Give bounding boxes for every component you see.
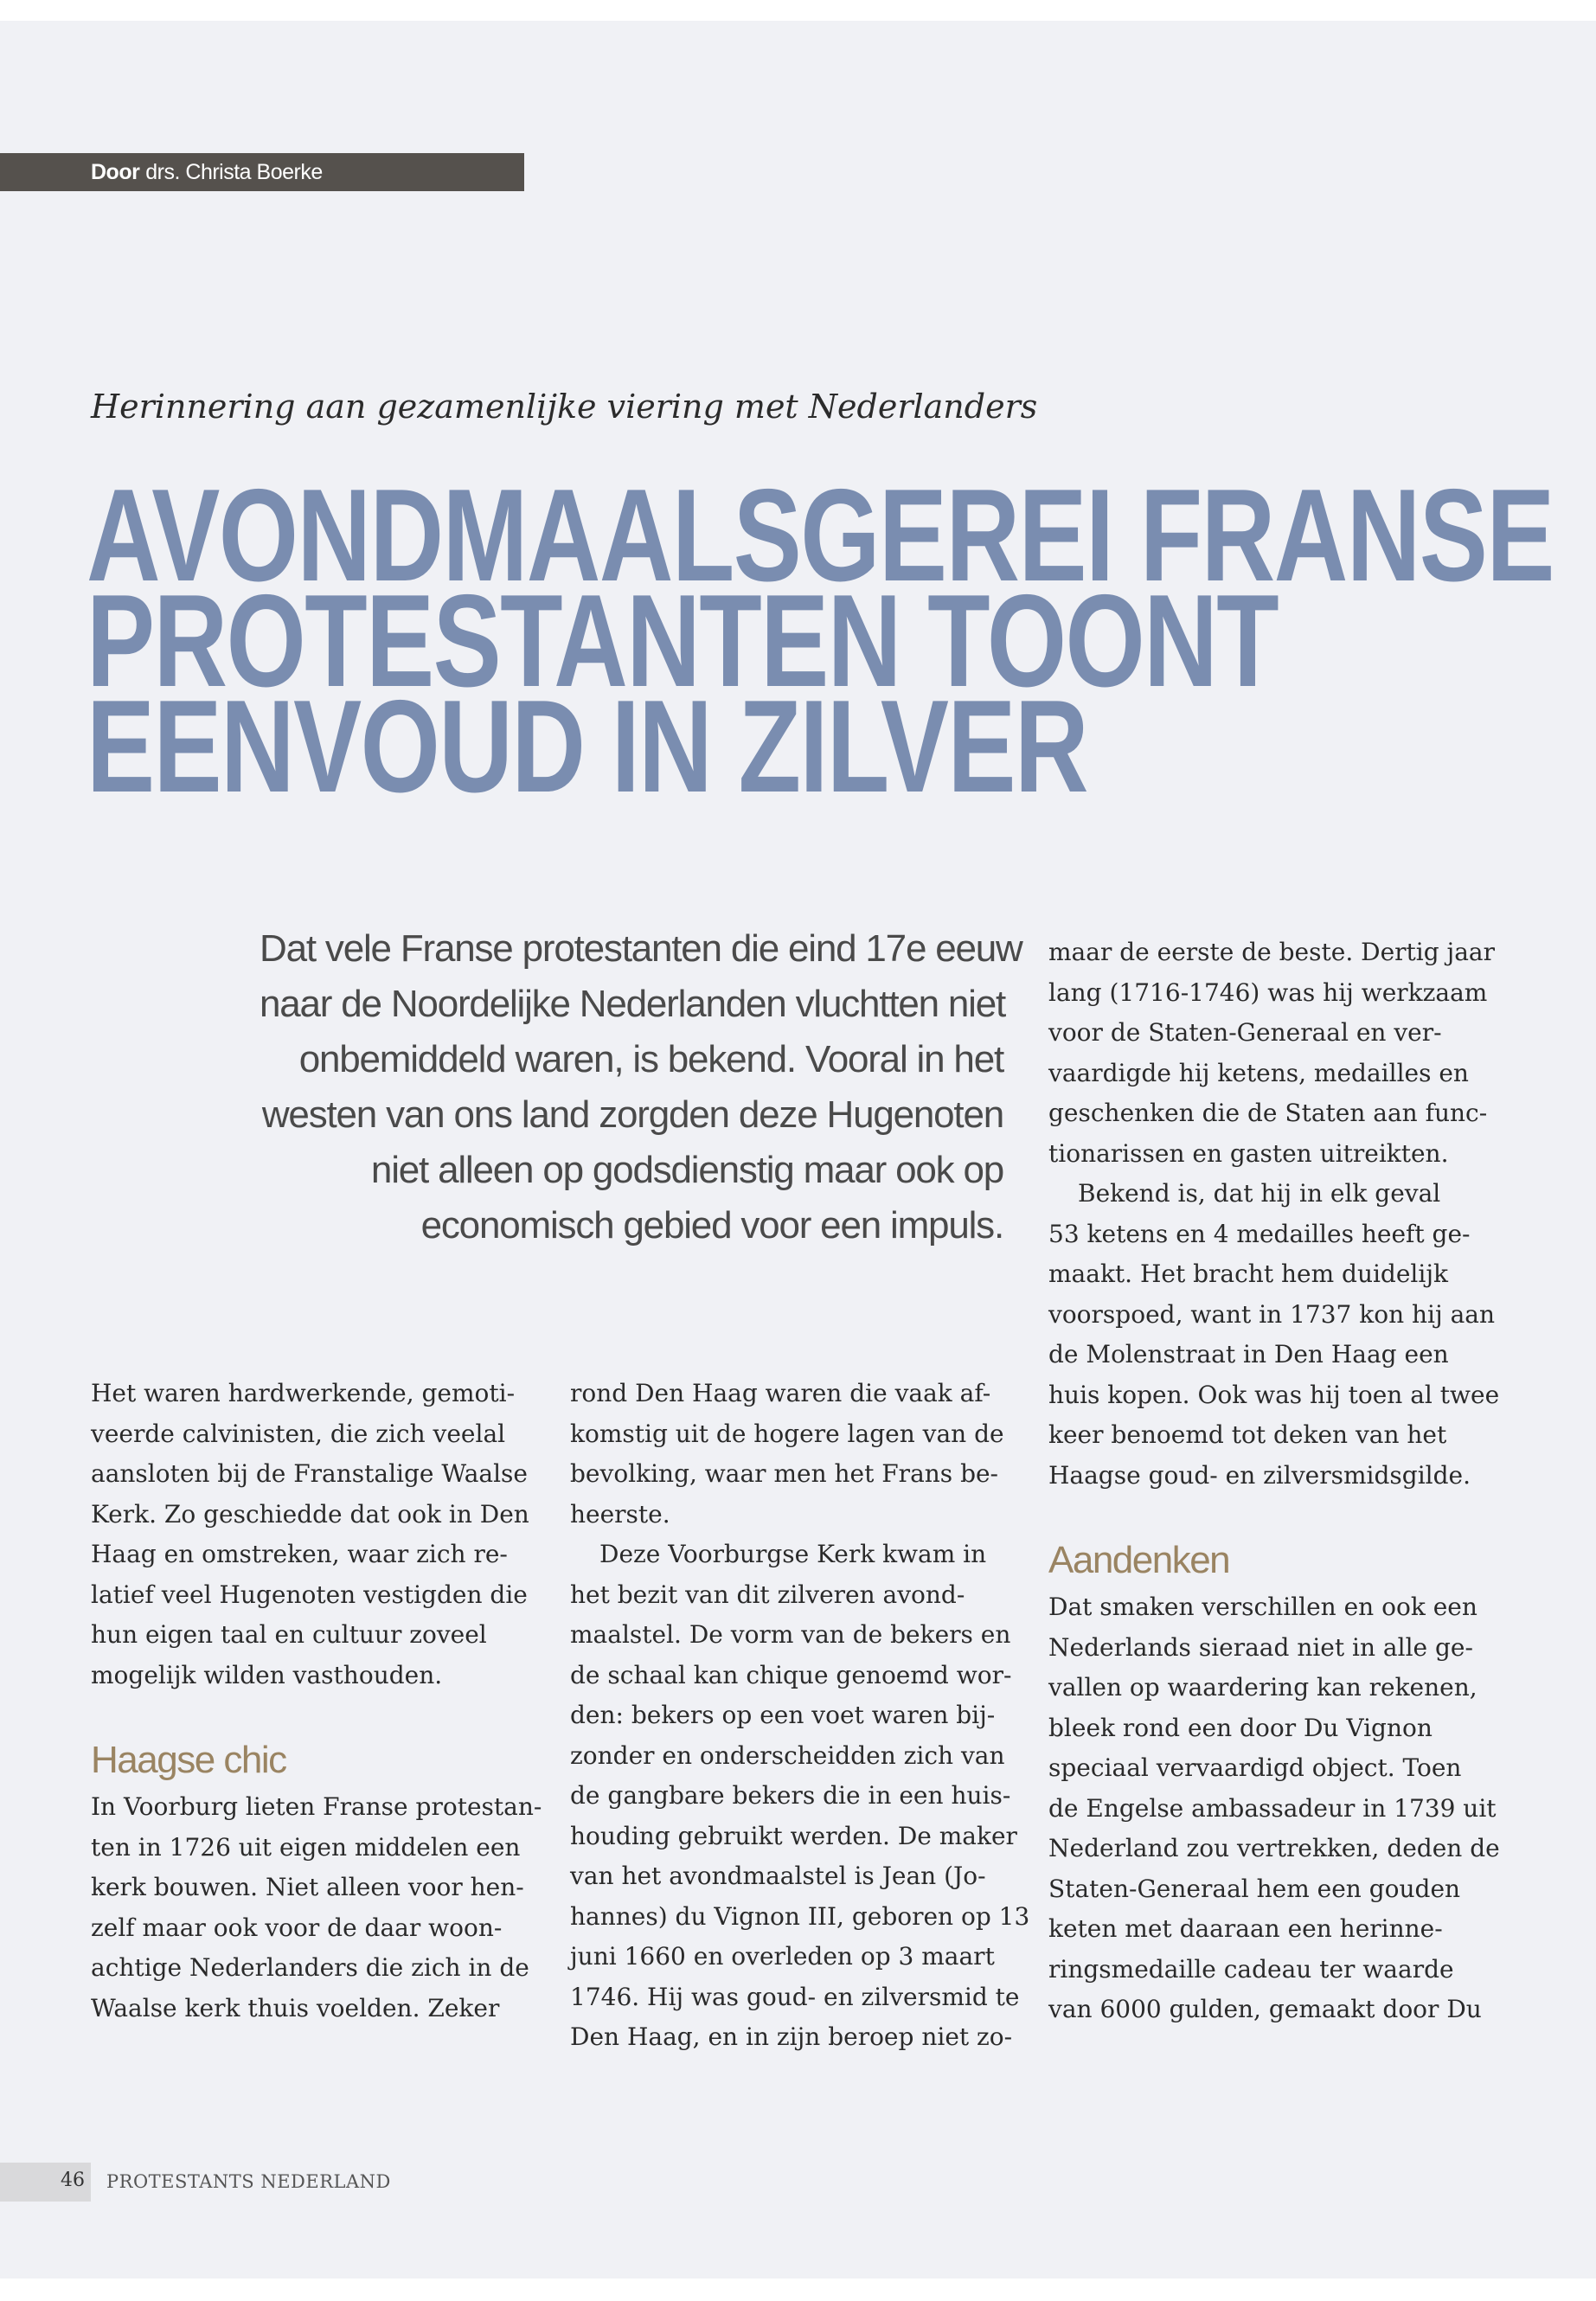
headline-line: PROTESTANTEN TOONT: [87, 567, 1279, 715]
headline: [87, 462, 1557, 820]
byline: [0, 153, 524, 191]
body-line: zelf maar ook voor de daar woon-: [91, 1913, 503, 1942]
body-line: geschenken die de Staten aan func-: [1048, 1099, 1488, 1127]
body-line: van 6000 gulden, gemaakt door Du: [1048, 1995, 1482, 2023]
publication-name: PROTESTANTS NEDERLAND: [106, 2171, 391, 2192]
body-column-3: [1048, 933, 1500, 2030]
body-line: ten in 1726 uit eigen middelen een: [91, 1832, 521, 1862]
body-line: mogelijk wilden vasthouden.: [91, 1660, 443, 1689]
body-line: hannes) du Vignon III, geboren op 13: [570, 1901, 1030, 1931]
body-line: Nederland zou vertrekken, deden de: [1048, 1834, 1500, 1862]
headline-line: EENVOUD IN ZILVER: [87, 673, 1087, 820]
body-line: maalstel. De vorm van de bekers en: [570, 1620, 1011, 1649]
body-line: achtige Nederlanders die zich in de: [91, 1953, 529, 1982]
body-line: tionarissen en gasten uitreikten.: [1048, 1138, 1449, 1168]
body-line: de gangbare bekers die in een huis-: [570, 1781, 1011, 1810]
body-line: den: bekers op een voet waren bij-: [570, 1701, 996, 1729]
body-line: voor de Staten-Generaal en ver-: [1048, 1018, 1442, 1047]
body-line: bleek rond een door Du Vignon: [1048, 1713, 1433, 1742]
body-line: Nederlands sieraad niet in alle ge-: [1048, 1632, 1473, 1662]
body-column-1: [91, 1374, 542, 2029]
body-line: veerde calvinisten, die zich veelal: [91, 1419, 506, 1448]
page-number: 46: [61, 2170, 85, 2191]
body-line: Deze Voorburgse Kerk kwam in: [599, 1540, 987, 1568]
lead-line: economisch gebied voor een impuls.: [420, 1204, 1003, 1247]
body-line: voorspoed, want in 1737 kon hij aan: [1048, 1299, 1496, 1329]
kicker: Herinnering aan gezamenlijke viering met Nederlanders: [91, 388, 1038, 426]
body-line: latief veel Hugenoten vestigden die: [91, 1580, 528, 1609]
body-line: komstig uit de hogere lagen van de: [570, 1419, 1004, 1448]
body-line: Kerk. Zo geschiedde dat ook in Den: [91, 1499, 529, 1529]
body-line: keten met daaraan een herinne-: [1048, 1914, 1443, 1943]
byline-prefix: Door: [91, 160, 140, 184]
body-line: juni 1660 en overleden op 3 maart: [570, 1942, 995, 1971]
body-line: 1746. Hij was goud- en zilversmid te: [570, 1982, 1020, 2011]
body-line: maar de eerste de beste. Dertig jaar: [1048, 938, 1496, 966]
lead-line: onbemiddeld waren, is bekend. Vooral in het: [298, 1038, 1003, 1080]
subheading-aandenken: Aandenken: [1048, 1539, 1230, 1581]
body-line: hun eigen taal en cultuur zoveel: [91, 1620, 487, 1649]
body-line: speciaal vervaardigd object. Toen: [1048, 1753, 1462, 1782]
body-line: keer benoemd tot deken van het: [1048, 1420, 1447, 1449]
body-line: Haagse goud- en zilversmidsgilde.: [1048, 1460, 1471, 1490]
body-line: In Voorburg lieten Franse protestan-: [91, 1792, 542, 1821]
body-line: van het avondmaalstel is Jean (Jo-: [570, 1862, 986, 1890]
body-line: 53 ketens en 4 medailles heeft ge-: [1048, 1219, 1471, 1248]
body-line: kerk bouwen. Niet alleen voor hen-: [91, 1873, 524, 1901]
body-line: Haag en omstreken, waar zich re-: [91, 1540, 508, 1568]
lead-line: westen van ons land zorgden deze Hugenoten: [261, 1093, 1003, 1136]
body-line: Staten-Generaal hem een gouden: [1048, 1874, 1461, 1903]
body-line: het bezit van dit zilveren avond-: [570, 1580, 965, 1609]
body-line: Den Haag, en in zijn beroep niet zo-: [570, 2022, 1013, 2051]
body-line: Het waren hardwerkende, gemoti-: [91, 1379, 516, 1407]
body-line: zonder en onderscheidden zich van: [570, 1740, 1005, 1770]
lead-line: Dat vele Franse protestanten die eind 17e eeuw: [260, 927, 1022, 970]
lead-paragraph: [260, 921, 1022, 1253]
body-line: vaardigde hij ketens, medailles en: [1048, 1058, 1469, 1087]
body-line: Waalse kerk thuis voelden. Zeker: [91, 1993, 500, 2022]
lead-line: niet alleen op godsdienstig maar ook op: [370, 1149, 1003, 1191]
lead-line: naar de Noordelijke Nederlanden vluchtten niet: [260, 983, 1006, 1025]
body-line: vallen op waardering kan rekenen,: [1048, 1673, 1477, 1702]
body-line: maakt. Het bracht hem duidelijk: [1048, 1259, 1448, 1288]
body-line: aansloten bij de Franstalige Waalse: [91, 1459, 528, 1488]
byline-author: drs. Christa Boerke: [145, 160, 323, 184]
body-line: de Engelse ambassadeur in 1739 uit: [1048, 1793, 1497, 1823]
body-line: Bekend is, dat hij in elk geval: [1078, 1179, 1441, 1208]
body-line: huis kopen. Ook was hij toen al twee: [1048, 1380, 1500, 1409]
body-line: bevolking, waar men het Frans be-: [570, 1459, 999, 1488]
body-line: houding gebruikt werden. De maker: [570, 1821, 1017, 1850]
body-line: ringsmedaille cadeau ter waarde: [1048, 1954, 1454, 1984]
subheading-haagse-chic: Haagse chic: [91, 1739, 286, 1781]
body-line: heerste.: [570, 1499, 670, 1529]
body-line: Dat smaken verschillen en ook een: [1048, 1593, 1477, 1621]
body-line: lang (1716-1746) was hij werkzaam: [1048, 977, 1488, 1007]
body-column-2: [570, 1374, 1029, 2058]
body-line: de Molenstraat in Den Haag een: [1048, 1340, 1449, 1368]
body-line: de schaal kan chique genoemd wor-: [570, 1660, 1012, 1689]
body-line: rond Den Haag waren die vaak af-: [570, 1379, 991, 1407]
headline-line: AVONDMAALSGEREI FRANSE: [87, 462, 1554, 609]
